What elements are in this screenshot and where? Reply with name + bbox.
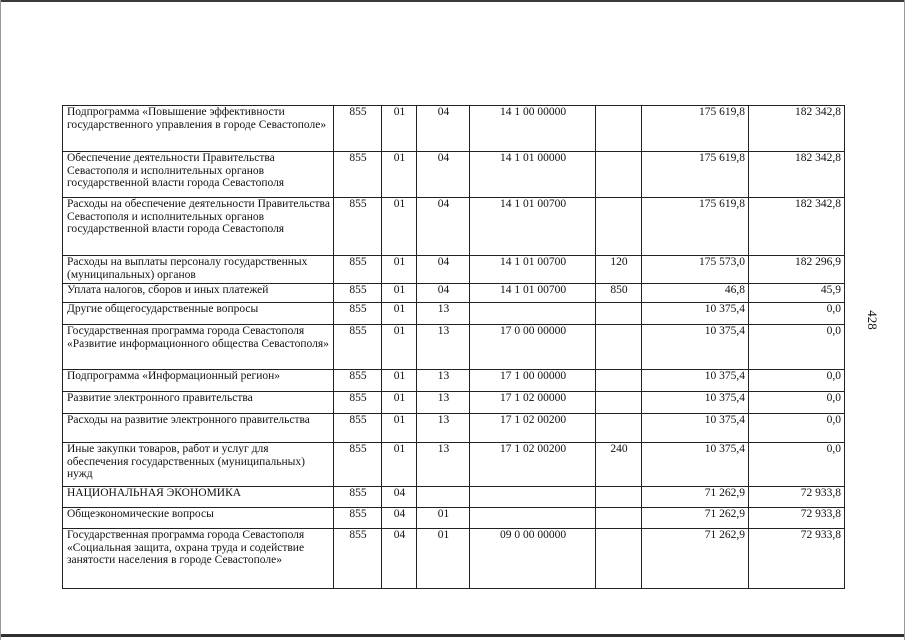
cell-vr: 850: [596, 284, 642, 303]
cell-vr: [596, 303, 642, 325]
scan-border-bottom: [0, 634, 905, 637]
cell-pr: 04: [417, 284, 470, 303]
cell-rz: 01: [382, 414, 417, 443]
cell-pr: 04: [417, 106, 470, 152]
cell-csr: 09 0 00 00000: [470, 529, 596, 589]
cell-pr: 04: [417, 152, 470, 198]
table-row: [63, 284, 845, 303]
cell-pr: 13: [417, 325, 470, 370]
cell-pr: 04: [417, 198, 470, 256]
cell-sum-1: 175 619,8: [642, 106, 749, 152]
cell-rz: 01: [382, 198, 417, 256]
cell-csr: 17 0 00 00000: [470, 325, 596, 370]
cell-ved: 855: [334, 325, 382, 370]
cell-sum-1: 10 375,4: [642, 392, 749, 414]
cell-sum-1: 10 375,4: [642, 414, 749, 443]
cell-sum-2: 0,0: [749, 303, 845, 325]
scan-border-top: [0, 0, 905, 2]
cell-ved: 855: [334, 256, 382, 284]
cell-csr: 17 1 00 00000: [470, 370, 596, 392]
cell-sum-1: 175 619,8: [642, 152, 749, 198]
cell-sum-2: 0,0: [749, 370, 845, 392]
cell-ved: 855: [334, 487, 382, 508]
cell-name: Иные закупки товаров, работ и услуг для обеспечения государственных (муниципальных) нужд: [63, 443, 334, 487]
table-row: [63, 529, 845, 589]
cell-sum-2: 72 933,8: [749, 529, 845, 589]
cell-vr: 240: [596, 443, 642, 487]
cell-pr: 13: [417, 443, 470, 487]
cell-sum-1: 71 262,9: [642, 508, 749, 529]
table-row: [63, 106, 845, 152]
cell-name: Обеспечение деятельности Правительства Севастополя и исполнительных органов государственной власти города Севастополя: [63, 152, 334, 198]
cell-rz: 01: [382, 392, 417, 414]
cell-pr: [417, 487, 470, 508]
cell-rz: 04: [382, 508, 417, 529]
cell-name: Уплата налогов, сборов и иных платежей: [63, 284, 334, 303]
cell-csr: 14 1 00 00000: [470, 106, 596, 152]
cell-rz: 01: [382, 325, 417, 370]
cell-csr: [470, 487, 596, 508]
cell-rz: 01: [382, 256, 417, 284]
table-row: [63, 152, 845, 198]
cell-sum-2: 0,0: [749, 414, 845, 443]
cell-name: Государственная программа города Севастополя «Развитие информационного общества Севастополя»: [63, 325, 334, 370]
cell-ved: 855: [334, 106, 382, 152]
table-row: [63, 508, 845, 529]
cell-sum-2: 0,0: [749, 443, 845, 487]
table-row: [63, 443, 845, 487]
cell-sum-2: 182 342,8: [749, 198, 845, 256]
cell-csr: [470, 508, 596, 529]
cell-csr: 14 1 01 00700: [470, 256, 596, 284]
cell-sum-1: 10 375,4: [642, 303, 749, 325]
cell-sum-1: 71 262,9: [642, 487, 749, 508]
cell-rz: 01: [382, 106, 417, 152]
cell-rz: 01: [382, 443, 417, 487]
cell-sum-1: 71 262,9: [642, 529, 749, 589]
budget-table: [62, 105, 845, 589]
cell-rz: 01: [382, 303, 417, 325]
cell-pr: 13: [417, 414, 470, 443]
cell-pr: 13: [417, 303, 470, 325]
cell-ved: 855: [334, 198, 382, 256]
table-row: [63, 303, 845, 325]
cell-vr: [596, 325, 642, 370]
cell-sum-1: 10 375,4: [642, 325, 749, 370]
cell-vr: [596, 198, 642, 256]
table-row: [63, 256, 845, 284]
table-row: [63, 392, 845, 414]
cell-sum-1: 175 619,8: [642, 198, 749, 256]
cell-csr: 17 1 02 00200: [470, 443, 596, 487]
cell-vr: [596, 414, 642, 443]
cell-vr: [596, 106, 642, 152]
cell-ved: 855: [334, 508, 382, 529]
cell-name: Государственная программа города Севастополя «Социальная защита, охрана труда и содействие занятости населения в городе Севастополе»: [63, 529, 334, 589]
cell-rz: 04: [382, 487, 417, 508]
cell-sum-1: 10 375,4: [642, 443, 749, 487]
cell-sum-1: 46,8: [642, 284, 749, 303]
cell-name: Развитие электронного правительства: [63, 392, 334, 414]
cell-pr: 01: [417, 529, 470, 589]
cell-csr: 17 1 02 00200: [470, 414, 596, 443]
cell-pr: 13: [417, 370, 470, 392]
cell-ved: 855: [334, 152, 382, 198]
cell-vr: [596, 529, 642, 589]
cell-ved: 855: [334, 392, 382, 414]
cell-vr: [596, 152, 642, 198]
cell-vr: [596, 487, 642, 508]
cell-vr: 120: [596, 256, 642, 284]
table-row: [63, 370, 845, 392]
cell-rz: 04: [382, 529, 417, 589]
cell-name: Другие общегосударственные вопросы: [63, 303, 334, 325]
cell-name: Подпрограмма «Информационный регион»: [63, 370, 334, 392]
cell-csr: [470, 303, 596, 325]
cell-pr: 13: [417, 392, 470, 414]
cell-rz: 01: [382, 284, 417, 303]
cell-pr: 04: [417, 256, 470, 284]
cell-sum-2: 0,0: [749, 392, 845, 414]
cell-csr: 17 1 02 00000: [470, 392, 596, 414]
cell-sum-2: 182 296,9: [749, 256, 845, 284]
cell-rz: 01: [382, 370, 417, 392]
cell-sum-2: 45,9: [749, 284, 845, 303]
cell-vr: [596, 370, 642, 392]
cell-sum-2: 72 933,8: [749, 487, 845, 508]
cell-name: Расходы на выплаты персоналу государственных (муниципальных) органов: [63, 256, 334, 284]
cell-name: Подпрограмма «Повышение эффективности государственного управления в городе Севастополе»: [63, 106, 334, 152]
cell-rz: 01: [382, 152, 417, 198]
cell-sum-1: 10 375,4: [642, 370, 749, 392]
cell-ved: 855: [334, 284, 382, 303]
cell-sum-2: 182 342,8: [749, 152, 845, 198]
cell-pr: 01: [417, 508, 470, 529]
cell-csr: 14 1 01 00700: [470, 198, 596, 256]
cell-ved: 855: [334, 303, 382, 325]
cell-csr: 14 1 01 00700: [470, 284, 596, 303]
cell-csr: 14 1 01 00000: [470, 152, 596, 198]
cell-ved: 855: [334, 443, 382, 487]
cell-sum-2: 0,0: [749, 325, 845, 370]
cell-sum-2: 72 933,8: [749, 508, 845, 529]
cell-ved: 855: [334, 414, 382, 443]
cell-vr: [596, 392, 642, 414]
page-number: 428: [864, 310, 880, 330]
cell-ved: 855: [334, 529, 382, 589]
cell-ved: 855: [334, 370, 382, 392]
table-row: [63, 414, 845, 443]
cell-name: Расходы на обеспечение деятельности Правительства Севастополя и исполнительных органов государственной власти города Севастополя: [63, 198, 334, 256]
cell-sum-1: 175 573,0: [642, 256, 749, 284]
scan-border-left: [0, 0, 1, 640]
cell-name: НАЦИОНАЛЬНАЯ ЭКОНОМИКА: [63, 487, 334, 508]
table-row: [63, 487, 845, 508]
cell-sum-2: 182 342,8: [749, 106, 845, 152]
table-row: [63, 325, 845, 370]
cell-name: Общеэкономические вопросы: [63, 508, 334, 529]
cell-vr: [596, 508, 642, 529]
cell-name: Расходы на развитие электронного правительства: [63, 414, 334, 443]
table-row: [63, 198, 845, 256]
